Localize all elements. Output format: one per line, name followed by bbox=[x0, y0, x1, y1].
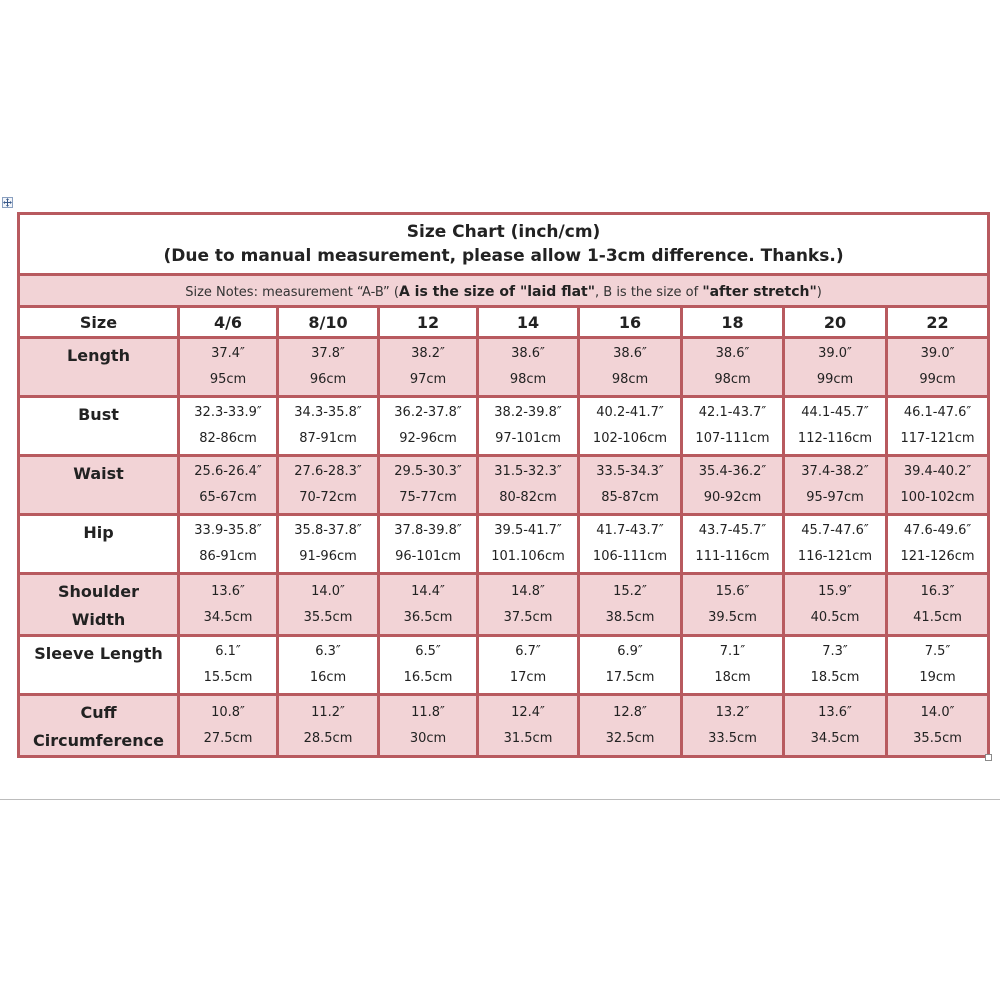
cm-value: 100-102cm bbox=[900, 490, 975, 505]
cm-value: 17cm bbox=[509, 670, 547, 685]
measurement-cell bbox=[682, 574, 784, 636]
inch-value: 11.8″ bbox=[411, 704, 445, 720]
measurement-label-line: Width bbox=[71, 610, 126, 629]
size-header-row bbox=[19, 307, 989, 338]
measurement-label-line: Circumference bbox=[33, 731, 164, 750]
inch-value: 39.4-40.2″ bbox=[903, 464, 972, 479]
inch-value: 44.1-45.7″ bbox=[801, 405, 869, 420]
measurement-cell bbox=[579, 456, 682, 515]
measurement-cell bbox=[887, 636, 989, 695]
chart-subtitle: (Due to manual measurement, please allow 1-3cm difference. Thanks.) bbox=[163, 246, 844, 266]
inch-value: 14.0″ bbox=[311, 583, 345, 599]
inch-value: 37.8″ bbox=[311, 346, 345, 361]
measurement-cell bbox=[784, 456, 887, 515]
cm-value: 99cm bbox=[919, 372, 956, 387]
measurement-label bbox=[19, 574, 179, 636]
size-header-cell: 22 bbox=[887, 307, 989, 338]
cm-value: 35.5cm bbox=[303, 609, 353, 625]
measurement-cell bbox=[478, 574, 579, 636]
inch-value: 10.8″ bbox=[211, 704, 245, 720]
inch-value: 40.2-41.7″ bbox=[596, 405, 664, 420]
cm-value: 91-96cm bbox=[299, 549, 357, 564]
measurement-label bbox=[19, 397, 179, 456]
measurement-label-line: Length bbox=[67, 346, 130, 365]
measurement-label-line: Bust bbox=[78, 405, 119, 424]
inch-value: 15.2″ bbox=[613, 583, 647, 599]
cm-value: 121-126cm bbox=[900, 549, 975, 564]
cm-value: 16.5cm bbox=[403, 670, 453, 685]
cm-value: 116-121cm bbox=[797, 549, 873, 564]
inch-value: 38.6″ bbox=[511, 346, 545, 361]
measurement-cell bbox=[579, 695, 682, 757]
cm-value: 18.5cm bbox=[810, 670, 860, 685]
size-header-cell: 14 bbox=[478, 307, 579, 338]
table-move-handle[interactable] bbox=[2, 197, 13, 208]
inch-value: 29.5-30.3″ bbox=[394, 464, 462, 479]
cm-value: 34.5cm bbox=[203, 609, 253, 625]
measurement-cell bbox=[179, 397, 278, 456]
measurement-cell bbox=[682, 515, 784, 574]
measurement-cell bbox=[379, 636, 478, 695]
inch-value: 42.1-43.7″ bbox=[698, 405, 767, 420]
inch-value: 34.3-35.8″ bbox=[294, 405, 362, 420]
measurement-cell bbox=[478, 338, 579, 397]
cm-value: 99cm bbox=[816, 372, 854, 387]
measurement-cell bbox=[682, 338, 784, 397]
measurement-label-line: Waist bbox=[73, 464, 124, 483]
inch-value: 35.4-36.2″ bbox=[698, 464, 767, 479]
measurement-cell bbox=[784, 397, 887, 456]
measurement-cell bbox=[278, 574, 379, 636]
measurement-cell bbox=[784, 695, 887, 757]
cm-value: 85-87cm bbox=[601, 490, 659, 505]
cm-value: 82-86cm bbox=[199, 431, 257, 446]
move-arrows-icon bbox=[3, 198, 12, 207]
measurement-label bbox=[19, 695, 179, 757]
notes-b-part: , B is the size of bbox=[595, 285, 703, 300]
cm-value: 15.5cm bbox=[203, 670, 253, 685]
inch-value: 6.5″ bbox=[415, 644, 441, 659]
inch-value: 27.6-28.3″ bbox=[294, 464, 362, 479]
measurement-cell bbox=[784, 515, 887, 574]
inch-value: 35.8-37.8″ bbox=[294, 523, 362, 538]
measurement-cell bbox=[179, 515, 278, 574]
cm-value: 111-116cm bbox=[695, 549, 770, 564]
measurement-cell bbox=[379, 574, 478, 636]
size-notes bbox=[185, 285, 822, 300]
cm-value: 28.5cm bbox=[303, 730, 353, 746]
cm-value: 75-77cm bbox=[399, 490, 457, 505]
measurement-cell bbox=[179, 574, 278, 636]
inch-value: 6.7″ bbox=[515, 644, 541, 659]
cm-value: 70-72cm bbox=[299, 490, 357, 505]
measurement-cell bbox=[179, 338, 278, 397]
measurement-cell bbox=[278, 515, 379, 574]
inch-value: 38.6″ bbox=[613, 346, 647, 361]
title-cell bbox=[19, 214, 989, 275]
measurement-cell bbox=[682, 456, 784, 515]
size-header-cell: 8/10 bbox=[278, 307, 379, 338]
cm-value: 117-121cm bbox=[900, 431, 975, 446]
size-header-cell: 4/6 bbox=[179, 307, 278, 338]
measurement-row bbox=[19, 574, 989, 636]
measurement-row bbox=[19, 456, 989, 515]
measurement-cell bbox=[682, 397, 784, 456]
inch-value: 39.0″ bbox=[818, 346, 852, 361]
inch-value: 46.1-47.6″ bbox=[903, 405, 972, 420]
cm-value: 38.5cm bbox=[605, 609, 655, 625]
inch-value: 11.2″ bbox=[311, 704, 345, 720]
measurement-row bbox=[19, 515, 989, 574]
inch-value: 12.4″ bbox=[511, 704, 545, 720]
cm-value: 65-67cm bbox=[199, 490, 257, 505]
measurement-cell bbox=[784, 574, 887, 636]
measurement-cell bbox=[579, 515, 682, 574]
cm-value: 18cm bbox=[714, 670, 751, 685]
measurement-cell bbox=[579, 397, 682, 456]
cm-value: 30cm bbox=[409, 730, 447, 746]
notes-a-value: "laid flat" bbox=[519, 284, 595, 300]
cm-value: 31.5cm bbox=[503, 730, 553, 746]
cm-value: 101.106cm bbox=[491, 549, 565, 564]
cm-value: 96cm bbox=[309, 372, 347, 387]
measurement-cell bbox=[379, 338, 478, 397]
measurement-cell bbox=[579, 636, 682, 695]
inch-value: 12.8″ bbox=[613, 704, 647, 720]
measurement-row bbox=[19, 338, 989, 397]
size-header-cell: 18 bbox=[682, 307, 784, 338]
size-header-cell: 16 bbox=[579, 307, 682, 338]
cm-value: 92-96cm bbox=[399, 431, 457, 446]
cm-value: 37.5cm bbox=[503, 609, 553, 625]
cm-value: 98cm bbox=[714, 372, 751, 387]
cm-value: 33.5cm bbox=[708, 730, 757, 746]
measurement-cell bbox=[278, 338, 379, 397]
measurement-cell bbox=[579, 338, 682, 397]
notes-prefix: Size Notes: measurement “A-B” ( bbox=[185, 285, 399, 300]
inch-value: 15.6″ bbox=[715, 583, 750, 599]
measurement-cell bbox=[278, 397, 379, 456]
cm-value: 102-106cm bbox=[592, 431, 668, 446]
notes-suffix: ) bbox=[816, 285, 822, 300]
size-notes-cell bbox=[19, 275, 989, 307]
measurement-cell bbox=[179, 695, 278, 757]
cm-value: 107-111cm bbox=[695, 431, 770, 446]
cm-value: 87-91cm bbox=[299, 431, 357, 446]
inch-value: 13.2″ bbox=[715, 704, 750, 720]
measurement-cell bbox=[682, 695, 784, 757]
inch-value: 38.2″ bbox=[411, 346, 445, 361]
cm-value: 90-92cm bbox=[703, 490, 762, 505]
inch-value: 38.2-39.8″ bbox=[494, 405, 562, 420]
measurement-label bbox=[19, 515, 179, 574]
size-header-cell: 20 bbox=[784, 307, 887, 338]
inch-value: 45.7-47.6″ bbox=[801, 523, 869, 538]
cm-value: 36.5cm bbox=[403, 609, 453, 625]
inch-value: 7.1″ bbox=[719, 644, 746, 659]
cm-value: 40.5cm bbox=[810, 609, 860, 625]
inch-value: 13.6″ bbox=[818, 704, 852, 720]
inch-value: 37.4-38.2″ bbox=[801, 464, 869, 479]
page-divider bbox=[0, 799, 1000, 800]
cm-value: 19cm bbox=[919, 670, 956, 685]
measurement-cell bbox=[278, 695, 379, 757]
size-header-cell: 12 bbox=[379, 307, 478, 338]
measurement-cell bbox=[478, 397, 579, 456]
measurement-cell bbox=[278, 636, 379, 695]
measurement-cell bbox=[682, 636, 784, 695]
measurement-label-line: Cuff bbox=[80, 703, 117, 722]
measurement-row bbox=[19, 397, 989, 456]
cm-value: 98cm bbox=[509, 372, 547, 387]
cm-value: 17.5cm bbox=[605, 670, 655, 685]
cm-value: 80-82cm bbox=[499, 490, 557, 505]
cm-value: 32.5cm bbox=[605, 730, 655, 746]
measurement-label-line: Shoulder bbox=[58, 582, 139, 601]
size-label: Size bbox=[19, 307, 179, 338]
measurement-cell bbox=[887, 456, 989, 515]
measurement-cell bbox=[579, 574, 682, 636]
measurement-cell bbox=[478, 695, 579, 757]
inch-value: 16.3″ bbox=[920, 583, 955, 599]
measurement-cell bbox=[379, 515, 478, 574]
inch-value: 37.4″ bbox=[211, 346, 245, 361]
measurement-label-line: Sleeve Length bbox=[34, 644, 163, 663]
inch-value: 38.6″ bbox=[715, 346, 750, 361]
cm-value: 16cm bbox=[309, 670, 347, 685]
inch-value: 37.8-39.8″ bbox=[394, 523, 462, 538]
measurement-cell bbox=[278, 456, 379, 515]
inch-value: 47.6-49.6″ bbox=[903, 523, 972, 538]
cm-value: 41.5cm bbox=[913, 609, 962, 625]
measurement-cell bbox=[379, 695, 478, 757]
inch-value: 6.9″ bbox=[617, 644, 643, 659]
measurement-row bbox=[19, 636, 989, 695]
inch-value: 31.5-32.3″ bbox=[494, 464, 562, 479]
measurement-label bbox=[19, 456, 179, 515]
cm-value: 35.5cm bbox=[913, 730, 962, 746]
inch-value: 13.6″ bbox=[211, 583, 245, 599]
cm-value: 39.5cm bbox=[708, 609, 757, 625]
inch-value: 7.3″ bbox=[822, 644, 848, 659]
inch-value: 41.7-43.7″ bbox=[596, 523, 664, 538]
measurement-cell bbox=[478, 636, 579, 695]
inch-value: 14.8″ bbox=[511, 583, 545, 599]
cm-value: 97cm bbox=[409, 372, 447, 387]
table-resize-handle[interactable] bbox=[985, 754, 992, 761]
cm-value: 98cm bbox=[611, 372, 649, 387]
measurement-cell bbox=[784, 636, 887, 695]
cm-value: 27.5cm bbox=[203, 730, 253, 746]
inch-value: 36.2-37.8″ bbox=[394, 405, 462, 420]
inch-value: 39.0″ bbox=[920, 346, 955, 361]
measurement-cell bbox=[887, 338, 989, 397]
measurement-label-line: Hip bbox=[83, 523, 114, 542]
inch-value: 39.5-41.7″ bbox=[494, 523, 562, 538]
inch-value: 15.9″ bbox=[818, 583, 852, 599]
inch-value: 14.0″ bbox=[920, 704, 955, 720]
cm-value: 86-91cm bbox=[199, 549, 257, 564]
cm-value: 96-101cm bbox=[395, 549, 461, 564]
measurement-cell bbox=[478, 515, 579, 574]
measurement-cell bbox=[379, 456, 478, 515]
measurement-cell bbox=[179, 636, 278, 695]
inch-value: 33.9-35.8″ bbox=[194, 523, 262, 538]
inch-value: 6.1″ bbox=[215, 644, 241, 659]
cm-value: 95cm bbox=[209, 372, 247, 387]
measurement-cell bbox=[478, 456, 579, 515]
notes-a-part: A is the size of bbox=[398, 284, 520, 300]
measurement-row bbox=[19, 695, 989, 757]
measurement-cell bbox=[784, 338, 887, 397]
inch-value: 25.6-26.4″ bbox=[194, 464, 262, 479]
inch-value: 43.7-45.7″ bbox=[698, 523, 767, 538]
measurement-label bbox=[19, 636, 179, 695]
measurement-cell bbox=[887, 574, 989, 636]
cm-value: 97-101cm bbox=[495, 431, 561, 446]
inch-value: 33.5-34.3″ bbox=[596, 464, 664, 479]
size-chart-table bbox=[17, 212, 990, 758]
measurement-cell bbox=[179, 456, 278, 515]
measurement-label bbox=[19, 338, 179, 397]
notes-b-value: "after stretch" bbox=[702, 284, 817, 300]
measurement-cell bbox=[887, 397, 989, 456]
measurement-cell bbox=[887, 515, 989, 574]
inch-value: 32.3-33.9″ bbox=[194, 405, 262, 420]
measurement-cell bbox=[379, 397, 478, 456]
cm-value: 112-116cm bbox=[797, 431, 873, 446]
inch-value: 6.3″ bbox=[315, 644, 341, 659]
inch-value: 7.5″ bbox=[924, 644, 951, 659]
inch-value: 14.4″ bbox=[411, 583, 445, 599]
chart-title: Size Chart (inch/cm) bbox=[406, 222, 601, 242]
cm-value: 34.5cm bbox=[810, 730, 860, 746]
cm-value: 106-111cm bbox=[592, 549, 668, 564]
cm-value: 95-97cm bbox=[806, 490, 864, 505]
measurement-cell bbox=[887, 695, 989, 757]
